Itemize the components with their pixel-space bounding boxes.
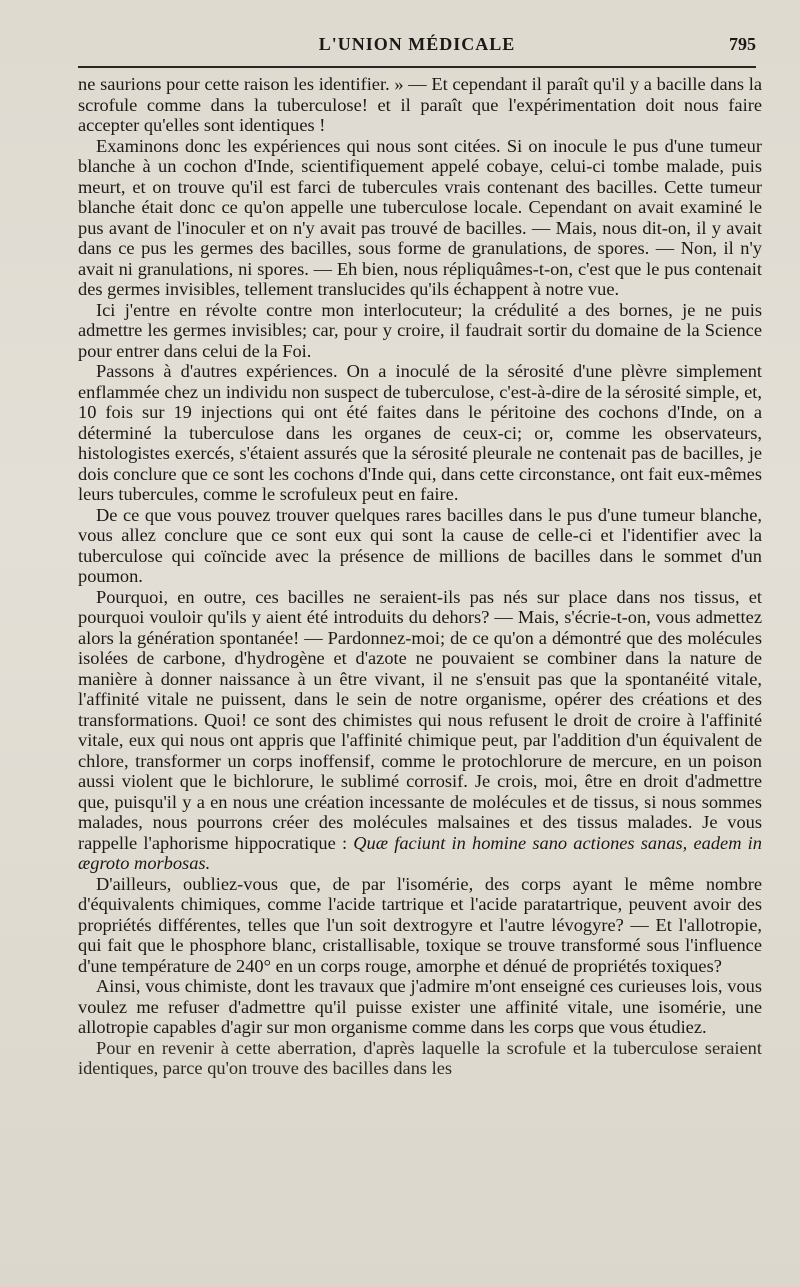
paragraph <box>78 587 762 874</box>
header-rule <box>78 66 756 68</box>
paragraph: Pour en revenir à cette aberration, d'après laquelle la scrofule et la tuberculose seraient identiques, parce qu'on trouve des bacilles dans les <box>78 1037 762 1078</box>
paragraph: Ici j'entre en révolte contre mon interlocuteur; la crédulité a des bornes, je ne puis admettre les germes invisibles; car, pour y croire, il faudrait sortir du domaine de la Science pour entrer dans celui de la Foi. <box>78 299 762 361</box>
paragraph: ne saurions pour cette raison les identifier. » — Et cependant il paraît qu'il y a bacille dans la scrofule comme dans la tuberculose! et il paraît que l'expérimentation doit nous faire accepter qu'elles sont identiques ! <box>78 74 762 135</box>
body-text <box>78 74 762 1079</box>
paragraph: Passons à d'autres expériences. On a inoculé de la sérosité d'une plèvre simplement enflammée chez un individu non suspect de tuberculose, c'est-à-dire de la sérosité simple, et, 10 fois sur 19 injections qui ont été faites dans le péritoine des cochons d'Inde, on a déterminé la tuberculose dans les organes de ceux-ci; or, comme les observateurs, histologistes exercés, s'étaient assurés que la sérosité pleurale ne contenait pas de bacilles, je dois conclure que ce sont les cochons d'Inde qui, dans cette circonstance, ont fait eux-mêmes leurs tubercules, comme le scrofuleux peut en faire. <box>78 361 762 504</box>
latin-aphorism: Quæ faciunt in homine sano actiones sanas, eadem in ægroto morbosas. <box>78 832 762 873</box>
paragraph: D'ailleurs, oubliez-vous que, de par l'isomérie, des corps ayant le même nombre d'équivalents chimiques, comme l'acide tartrique et l'acide paratartrique, peuvent avoir des propriétés différentes, telles que l'un soit dextrogyre et l'autre lévogyre? — Et l'allotropie, qui fait que le phosphore blanc, cristallisable, toxique se trouve transformé sous l'influence d'une température de 240° en un corps rouge, amorphe et dénué de propriétés toxiques? <box>78 873 762 976</box>
paragraph: Examinons donc les expériences qui nous sont citées. Si on inocule le pus d'une tumeur blanche à un cochon d'Inde, scientifiquement appelé cobaye, celui-ci tombe malade, puis meurt, et on trouve qu'il est farci de tubercules vrais contenant des bacilles. Cette tumeur blanche était donc ce qu'on appelle une tuberculose locale. Cependant on avait examiné le pus avant de l'inoculer et on n'y avait pas trouvé de bacilles. — Mais, nous dit-on, il y avait dans ce pus les germes des bacilles, sous forme de granulations, de spores. — Non, il n'y avait ni granulations, ni spores. — Eh bien, nous répliquâmes-t-on, c'est que le pus contenait des germes invisibles, tellement translucides qu'ils échappent à notre vue. <box>78 135 762 299</box>
paragraph-text: Pourquoi, en outre, ces bacilles ne seraient-ils pas nés sur place dans nos tissus, et pourquoi vouloir qu'ils y aient été introduits du dehors? — Mais, s'écrie-t-on, vous admettez alors la génération spontanée! — Pardonnez-moi; de ce qu'on a démontré que des molécules isolées de carbone, d'hydrogène et d'azote ne pouvaient se combiner dans la nature de manière à donner naissance à un être vivant, il ne s'ensuit pas que la spontanéité vitale, l'affinité vitale ne puissent, dans le sein de notre organisme, opérer des créations et des transformations. Quoi! ce sont des chimistes qui nous refusent le droit de croire à l'affinité vitale, eux qui nous ont appris que l'affinité chimique peut, par l'addition d'un équivalent de chlore, transformer un corps inoffensif, comme le protochlorure de mercure, en un poison aussi violent que le bichlorure, le sublimé corrosif. Je crois, moi, être en droit d'admettre que, puisqu'il y a en nous une création incessante de molécules et de tissus, si nous sommes malades, nous pourrons créer des molécules malsaines et des tissus malades. Je vous rappelle l'aphorisme hippocratique : <box>78 586 762 853</box>
paragraph: De ce que vous pouvez trouver quelques rares bacilles dans le pus d'une tumeur blanche, vous allez conclure que ce sont eux qui sont la cause de celle-ci et l'identifier avec la tuberculose qui coïncide avec la présence de millions de bacilles dans le sommet d'un poumon. <box>78 504 762 586</box>
page-header <box>78 30 756 60</box>
paragraph: Ainsi, vous chimiste, dont les travaux que j'admire m'ont enseigné ces curieuses lois, vous voulez me refuser d'admettre qu'il puisse exister une affinité vitale, une isomérie, une allotropie capables d'agir sur mon organisme comme dans les corps que vous étudiez. <box>78 976 762 1037</box>
running-title: L'UNION MÉDICALE <box>318 34 516 54</box>
page-number: 795 <box>729 34 756 54</box>
